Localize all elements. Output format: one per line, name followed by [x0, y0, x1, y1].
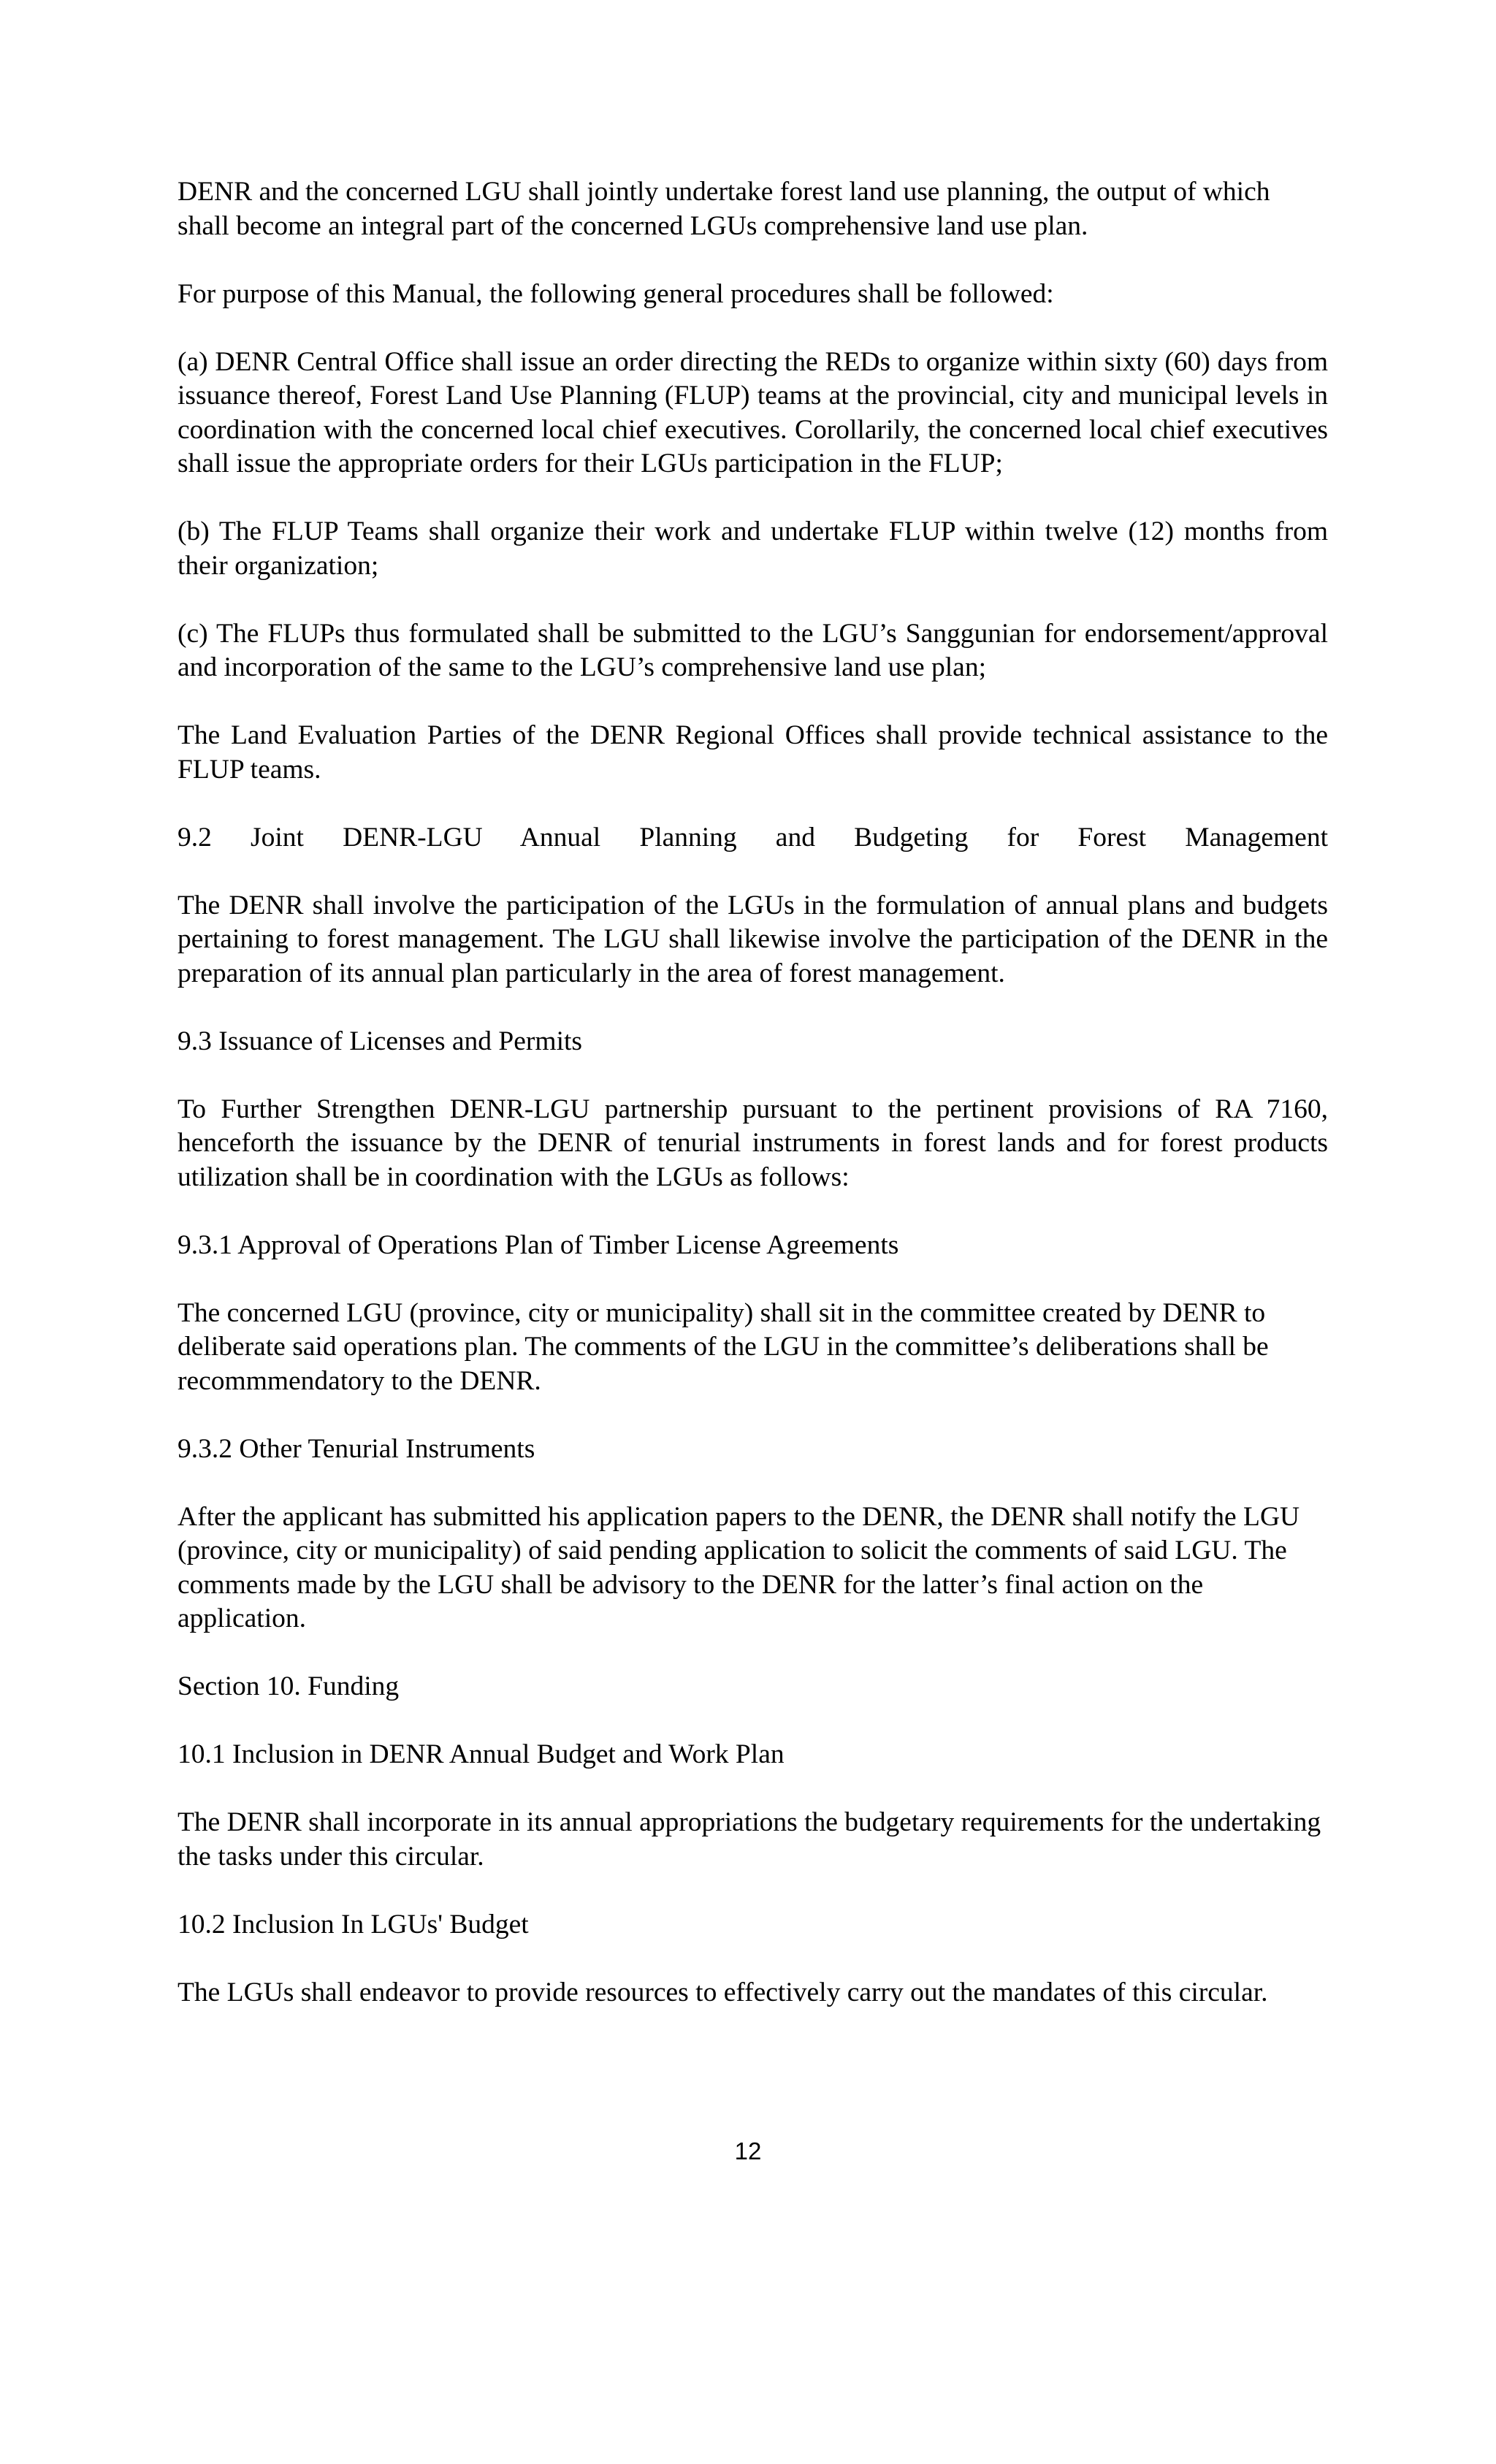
heading-9-3-1: 9.3.1 Approval of Operations Plan of Timber License Agreements [178, 1229, 899, 1260]
heading-9-2: 9.2 Joint DENR-LGU Annual Planning and Budgeting for Forest Management [178, 822, 1328, 853]
paragraph-tenurial-instruments: After the applicant has submitted his application papers to the DENR, the DENR shall notify the LGU (province, city or municipality) of said pending application to solicit the comments of said LGU. The comments made by the LGU shall be advisory to the DENR for the latter’s final action on the application. [178, 1501, 1300, 1633]
heading-9-3: 9.3 Issuance of Licenses and Permits [178, 1026, 583, 1056]
paragraph-flup-intro: DENR and the concerned LGU shall jointly undertake forest land use planning, the output of which shall become an integral part of the concerned LGUs comprehensive land use plan. [178, 177, 1270, 241]
paragraph-annual-planning: The DENR shall involve the participation of the LGUs in the formulation of annual plans and budgets pertaining to forest management. The LGU shall likewise involve the participation of the DENR in the preparation of its annual plan particularly in the area of forest management. [178, 890, 1328, 988]
paragraph-item-a: (a) DENR Central Office shall issue an order directing the REDs to organize within sixty (60) days from issuance thereof, Forest Land Use Planning (FLUP) teams at the provincial, city and municipal levels in coordination with the concerned local chief executives. Corollarily, the concerned local chief executives shall issue the appropriate orders for their LGUs participation in the FLUP; [178, 346, 1328, 478]
paragraph-item-c: (c) The FLUPs thus formulated shall be submitted to the LGU’s Sanggunian for endorsement/approval and incorporation of the same to the LGU’s comprehensive land use plan; [178, 618, 1328, 682]
paragraph-denr-budget: The DENR shall incorporate in its annual appropriations the budgetary requirements for the undertaking the tasks under this circular. [178, 1807, 1321, 1872]
document-page [178, 175, 1328, 2044]
heading-10-2: 10.2 Inclusion In LGUs' Budget [178, 1909, 529, 1939]
paragraph-general-procedures: For purpose of this Manual, the following general procedures shall be followed: [178, 278, 1054, 309]
heading-section-10: Section 10. Funding [178, 1671, 400, 1701]
paragraph-operations-plan: The concerned LGU (province, city or municipality) shall sit in the committee created by DENR to deliberate said operations plan. The comments of the LGU in the committee’s deliberations shall be recommmendatory to the DENR. [178, 1297, 1269, 1396]
heading-9-3-2: 9.3.2 Other Tenurial Instruments [178, 1433, 535, 1464]
paragraph-licenses-permits: To Further Strengthen DENR-LGU partnership pursuant to the pertinent provisions of RA 7160, henceforth the issuance by the DENR of tenurial instruments in forest lands and for forest products utilization shall be in coordination with the LGUs as follows: [178, 1094, 1328, 1192]
paragraph-item-b: (b) The FLUP Teams shall organize their work and undertake FLUP within twelve (12) months from their organization; [178, 516, 1328, 581]
paragraph-land-evaluation: The Land Evaluation Parties of the DENR Regional Offices shall provide technical assistance to the FLUP teams. [178, 720, 1328, 785]
paragraph-lgu-budget: The LGUs shall endeavor to provide resources to effectively carry out the mandates of this circular. [178, 1977, 1268, 2007]
heading-10-1: 10.1 Inclusion in DENR Annual Budget and Work Plan [178, 1739, 785, 1769]
page-number: 12 [734, 2137, 762, 2164]
